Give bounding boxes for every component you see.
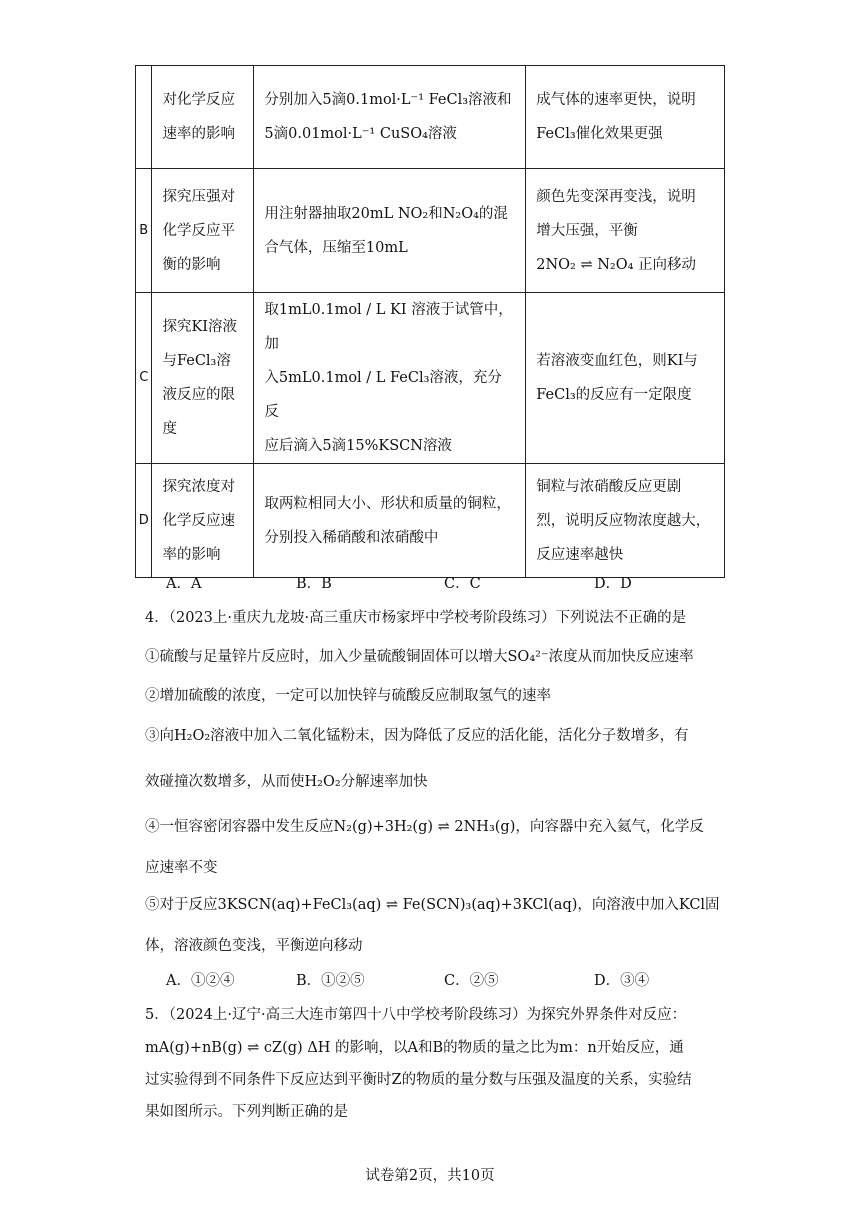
q5-line: 5．（2024上·辽宁·高三大连市第四十八中学校考阶段练习）为探究外界条件对反应： [145,1007,687,1023]
conclusion-line: 成气体的速率更快，说明 [536,92,696,108]
q4-item: 效碰撞次数增多，从而使H₂O₂分解速率加快 [145,774,428,790]
choice-b[interactable]: B．B [296,576,332,592]
q5-line: 过实验得到不同条件下反应达到平衡时Z的物质的量分数与压强及温度的关系，实验结 [145,1072,692,1088]
purpose-line: 化学反应速 [162,512,235,529]
conclusion-line: 烈，说明反应物浓度越大， [536,512,711,529]
table-row [136,169,725,293]
choice-d[interactable]: D．D [594,576,632,592]
operation-cell [254,464,526,578]
q4-item: ①硫酸与足量锌片反应时，加入少量硫酸铜固体可以增大SO₄²⁻浓度从而加快反应速率 [145,649,694,665]
operation-line: 取1mL0.1mol / L KI 溶液于试管中，加 [264,302,513,352]
q4-stem: 4．（2023上·重庆九龙坡·高三重庆市杨家坪中学校考阶段练习）下列说法不正确的是 [145,610,687,626]
q4-item: ⑤对于反应3KSCN(aq)+FeCl₃(aq) ⇌ Fe(SCN)₃(aq)+3KCl(aq)，向溶液中加入KCl固 [145,897,720,913]
option-cell: C [136,293,152,464]
q5-line: mA(g)+nB(g) ⇌ cZ(g) ΔH 的影响，以A和B的物质的量之比为m：n开始反应，通 [145,1040,684,1056]
q4-item: ③向H₂O₂溶液中加入二氧化锰粉末，因为降低了反应的活化能，活化分子数增多，有 [145,728,689,744]
purpose-line: 探究压强对 [162,188,235,205]
q4-item: ②增加硫酸的浓度，一定可以加快锌与硫酸反应制取氢气的速率 [145,688,551,704]
operation-cell [254,293,526,464]
q5-line: 果如图所示。下列判断正确的是 [145,1104,348,1120]
operation-line: 5滴0.01mol·L⁻¹ CuSO₄溶液 [264,126,457,142]
conclusion-cell [526,464,725,578]
q4-item: 应速率不变 [145,860,218,876]
conclusion-cell [526,293,725,464]
table-row [136,464,725,578]
operation-cell [254,169,526,293]
conclusion-cell [526,66,725,169]
q4-item: 体，溶液颜色变浅，平衡逆向移动 [145,938,363,954]
choice-c[interactable]: C．②⑤ [444,973,499,989]
operation-line: 用注射器抽取20mL NO₂和N₂O₄的混 [264,205,508,222]
choice-d[interactable]: D．③④ [594,973,650,989]
choice-c[interactable]: C．C [444,576,481,592]
experiment-table [135,65,725,578]
conclusion-line: 若溶液变血红色，则KI与 [536,353,698,369]
operation-line: 入5mL0.1mol / L FeCl₃溶液，充分反 [264,370,502,420]
conclusion-cell [526,169,725,293]
choice-a[interactable]: A．A [166,576,202,592]
purpose-cell [152,464,254,578]
operation-line: 合气体，压缩至10mL [264,239,408,256]
option-cell: B [136,169,152,293]
purpose-line: 度 [162,421,177,437]
purpose-cell [152,66,254,169]
choice-b[interactable]: B．①②⑤ [296,973,365,989]
purpose-line: 液反应的限 [162,387,235,403]
purpose-line: 对化学反应 [162,92,235,108]
purpose-line: 与FeCl₃溶 [162,353,231,369]
operation-line: 取两粒相同大小、形状和质量的铜粒， [264,495,511,512]
conclusion-line: 颜色先变深再变浅，说明 [536,188,696,205]
option-cell [136,66,152,169]
conclusion-line: 增大压强，平衡 [536,222,638,239]
purpose-line: 衡的影响 [162,256,221,273]
table-row [136,293,725,464]
table-row [136,66,725,169]
purpose-line: 率的影响 [162,546,221,563]
purpose-line: 探究KI溶液 [162,319,238,335]
experiment-table-body [136,66,725,578]
purpose-cell [152,293,254,464]
operation-line: 应后滴入5滴15%KSCN溶液 [264,438,452,454]
page-footer: 试卷第2页，共10页 [365,1168,495,1184]
operation-line: 分别加入5滴0.1mol·L⁻¹ FeCl₃溶液和 [264,92,512,108]
purpose-cell [152,169,254,293]
purpose-line: 化学反应平 [162,222,235,239]
operation-line: 分别投入稀硝酸和浓硝酸中 [264,529,439,546]
conclusion-line: FeCl₃催化效果更强 [536,126,663,142]
conclusion-line: 反应速率越快 [536,546,624,563]
operation-cell [254,66,526,169]
conclusion-line: 2NO₂ ⇌ N₂O₄ 正向移动 [536,256,697,273]
purpose-line: 速率的影响 [162,126,235,142]
q4-item: ④一恒容密闭容器中发生反应N₂(g)+3H₂(g) ⇌ 2NH₃(g)，向容器中充入氦气，化学反 [145,819,704,835]
choice-a[interactable]: A．①②④ [166,973,235,989]
option-cell: D [136,464,152,578]
conclusion-line: FeCl₃的反应有一定限度 [536,387,692,403]
purpose-line: 探究浓度对 [162,478,235,495]
conclusion-line: 铜粒与浓硝酸反应更剧 [536,478,682,495]
